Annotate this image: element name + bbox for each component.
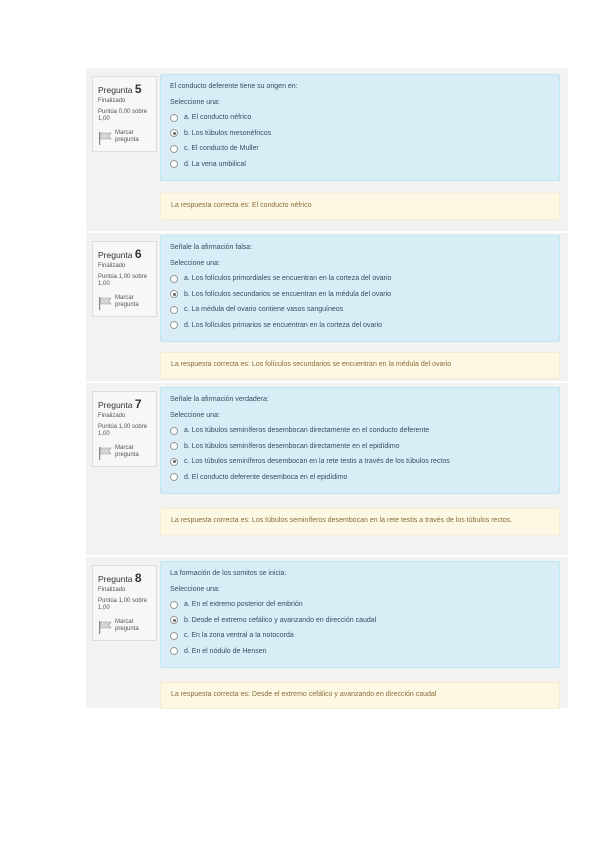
question-number: Pregunta 7	[98, 397, 142, 411]
answer-option[interactable]	[170, 141, 549, 157]
answer-option[interactable]	[170, 318, 549, 334]
answer-option[interactable]	[170, 287, 549, 303]
answer-label: c. Los túbulos seminíferos desembocan en la rete testis a través de los túbulos rectos	[184, 458, 450, 466]
question-text: La formación de los somitos se inicia:	[170, 570, 287, 577]
answer-option[interactable]	[170, 110, 549, 126]
question-grade: Puntúa 0,00 sobre 1,00	[98, 108, 148, 122]
answer-option[interactable]	[170, 597, 549, 613]
answer-option[interactable]	[170, 613, 549, 629]
flag-question-button[interactable]	[98, 295, 152, 310]
radio-button[interactable]	[170, 321, 178, 329]
answer-option[interactable]	[170, 439, 549, 455]
answer-label: c. La médula del ovario contiene vasos sanguíneos	[184, 306, 344, 314]
question-text: El conducto deferente tiene su origen en:	[170, 83, 298, 90]
answer-label: b. Los folículos secundarios se encuentran en la médula del ovario	[184, 290, 392, 298]
answer-label: b. Los túbulos mesonéfricos	[184, 129, 272, 137]
correct-answer-feedback: La respuesta correcta es: Los túbulos seminíferos desembocan en la rete testis a través de los túbulos rectos.	[160, 508, 560, 535]
question-info	[92, 76, 157, 152]
question-block	[86, 233, 568, 381]
answer-option[interactable]	[170, 470, 549, 486]
answer-option[interactable]	[170, 423, 549, 439]
question-state: Finalizado	[98, 98, 126, 104]
flag-label: Marcar pregunta	[115, 444, 139, 458]
flag-label: Marcar pregunta	[115, 294, 139, 308]
flag-icon	[98, 447, 112, 460]
question-grade: Puntúa 1,00 sobre 1,00	[98, 423, 148, 437]
question-number: Pregunta 5	[98, 82, 142, 96]
answer-label: d. El conducto deferente desemboca en el epidídimo	[184, 473, 348, 481]
answer-label: b. Desde el extremo cefálico y avanzando en dirección caudal	[184, 616, 377, 624]
radio-button[interactable]	[170, 306, 178, 314]
flag-icon	[98, 621, 112, 634]
radio-button[interactable]	[170, 114, 178, 122]
question-state: Finalizado	[98, 587, 126, 593]
radio-button-selected[interactable]	[170, 129, 178, 137]
answer-label: d. En el nódulo de Hensen	[184, 647, 267, 655]
answer-label: a. El conducto néfrico	[184, 114, 252, 122]
question-formulation	[160, 561, 560, 668]
question-block	[86, 557, 568, 708]
question-number: Pregunta 8	[98, 571, 142, 585]
flag-label: Marcar pregunta	[115, 129, 139, 143]
question-formulation	[160, 387, 560, 494]
question-info	[92, 241, 157, 317]
answer-prompt: Seleccione una:	[170, 99, 220, 107]
radio-button[interactable]	[170, 601, 178, 609]
answer-label: d. Los folículos primarios se encuentran en la corteza del ovario	[184, 321, 383, 329]
answer-option[interactable]	[170, 126, 549, 142]
flag-icon	[98, 297, 112, 310]
answer-label: c. En la zona ventral a la notocorda	[184, 632, 294, 640]
radio-button[interactable]	[170, 632, 178, 640]
flag-label: Marcar pregunta	[115, 618, 139, 632]
flag-icon	[98, 132, 112, 145]
radio-button-selected[interactable]	[170, 458, 178, 466]
answer-prompt: Seleccione una:	[170, 412, 220, 420]
question-block	[86, 68, 568, 231]
answer-label: d. La vena umbilical	[184, 160, 246, 168]
answer-prompt: Seleccione una:	[170, 586, 220, 594]
question-formulation	[160, 74, 560, 181]
radio-button[interactable]	[170, 473, 178, 481]
radio-button[interactable]	[170, 275, 178, 283]
radio-button-selected[interactable]	[170, 616, 178, 624]
question-grade: Puntúa 1,00 sobre 1,00	[98, 597, 148, 611]
answer-option[interactable]	[170, 628, 549, 644]
question-formulation	[160, 235, 560, 342]
question-text: Señale la afirmación falsa:	[170, 244, 253, 251]
answer-option[interactable]	[170, 454, 549, 470]
flag-question-button[interactable]	[98, 130, 152, 145]
question-grade: Puntúa 1,00 sobre 1,00	[98, 273, 148, 287]
radio-button[interactable]	[170, 647, 178, 655]
radio-button[interactable]	[170, 145, 178, 153]
answer-label: b. Los túbulos seminíferos desembocan directamente en el epidídimo	[184, 442, 400, 450]
answer-option[interactable]	[170, 302, 549, 318]
question-state: Finalizado	[98, 263, 126, 269]
flag-question-button[interactable]	[98, 619, 152, 634]
answer-option[interactable]	[170, 157, 549, 173]
radio-button[interactable]	[170, 442, 178, 450]
question-info	[92, 391, 157, 467]
flag-question-button[interactable]	[98, 445, 152, 460]
answer-option[interactable]	[170, 644, 549, 660]
answer-label: a. Los túbulos seminíferos desembocan directamente en el conducto deferente	[184, 427, 430, 435]
question-text: Señale la afirmación verdadera:	[170, 396, 269, 403]
answer-option[interactable]	[170, 271, 549, 287]
answer-label: a. Los folículos primordiales se encuentran en la corteza del ovario	[184, 275, 392, 283]
radio-button-selected[interactable]	[170, 290, 178, 298]
radio-button[interactable]	[170, 160, 178, 168]
question-block	[86, 383, 568, 555]
answer-prompt: Seleccione una:	[170, 260, 220, 268]
correct-answer-feedback: La respuesta correcta es: El conducto néfrico	[160, 193, 560, 220]
question-info	[92, 565, 157, 641]
question-number: Pregunta 6	[98, 247, 142, 261]
answer-label: c. El conducto de Muller	[184, 145, 259, 153]
correct-answer-feedback: La respuesta correcta es: Los folículos secundarios se encuentran en la médula del ovario	[160, 352, 560, 379]
correct-answer-feedback: La respuesta correcta es: Desde el extremo cefálico y avanzando en dirección caudal	[160, 682, 560, 709]
radio-button[interactable]	[170, 427, 178, 435]
answer-label: a. En el extremo posterior del embrión	[184, 601, 303, 609]
question-state: Finalizado	[98, 413, 126, 419]
